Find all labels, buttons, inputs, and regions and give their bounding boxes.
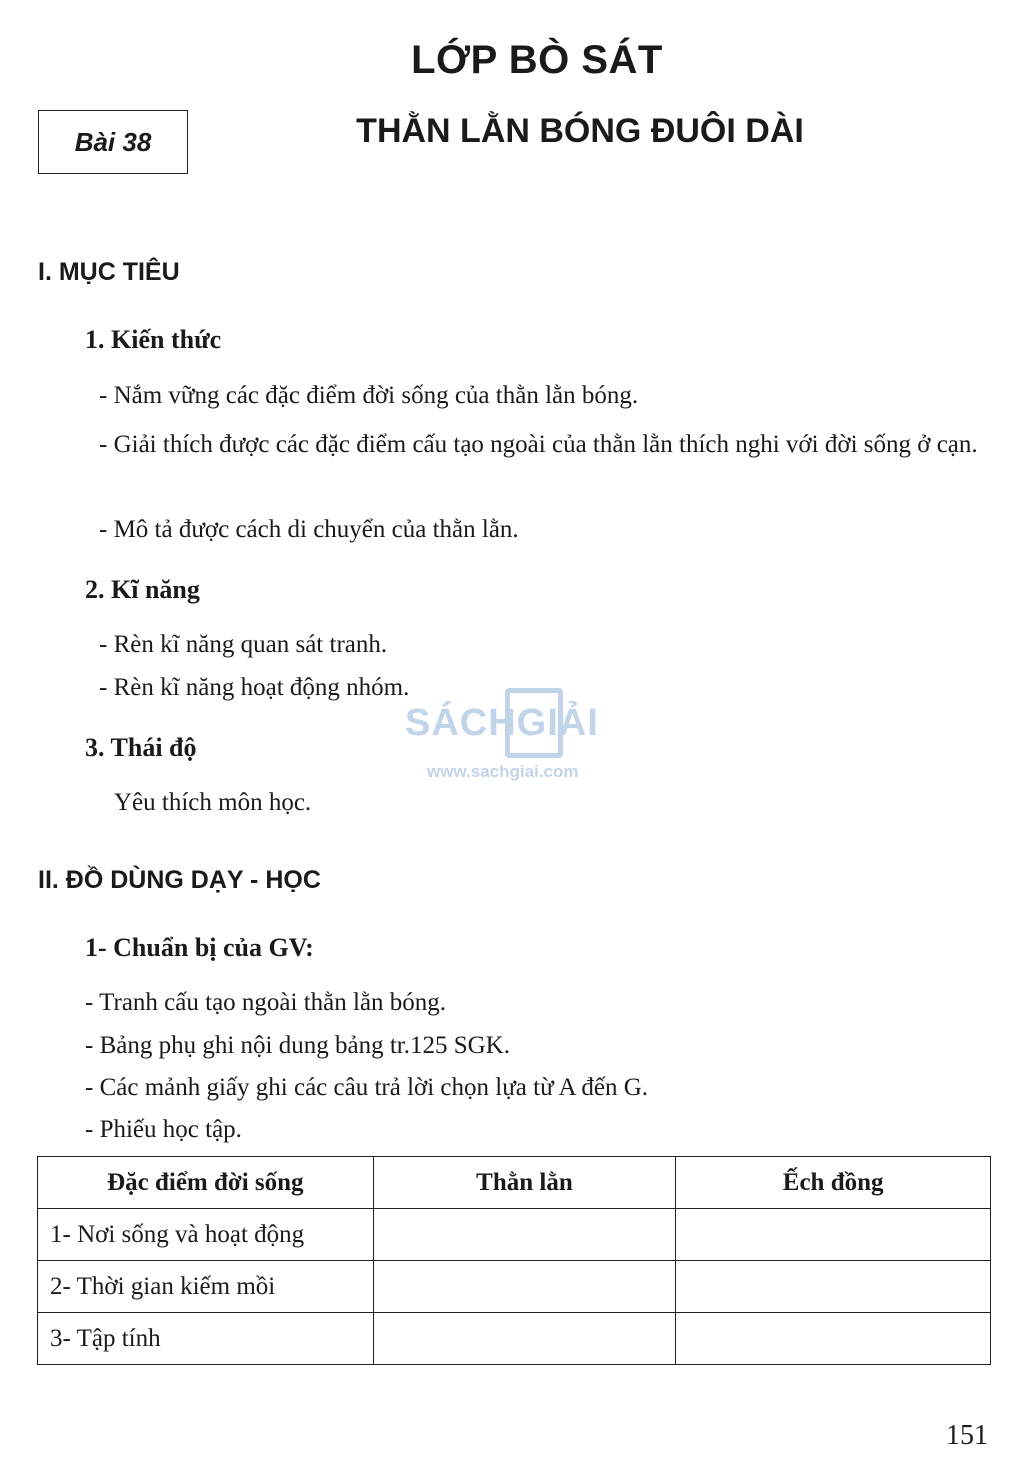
section-heading-objectives: I. MỤC TIÊU	[38, 258, 180, 286]
subheading-teacher-prep: 1- Chuẩn bị của GV:	[85, 933, 314, 962]
table-cell	[373, 1313, 676, 1365]
table-cell	[373, 1209, 676, 1261]
watermark	[405, 688, 620, 788]
prep-item-2: - Bảng phụ ghi nội dung bảng tr.125 SGK.	[85, 1032, 510, 1059]
chapter-title: LỚP BÒ SÁT	[411, 38, 663, 82]
table-header-cell: Ếch đồng	[676, 1157, 991, 1209]
section-heading-materials: II. ĐỒ DÙNG DẠY - HỌC	[38, 866, 321, 894]
worksheet-table	[37, 1156, 991, 1365]
table-header-row	[38, 1157, 991, 1209]
table-cell	[373, 1261, 676, 1313]
skills-item-2: - Rèn kĩ năng hoạt động nhóm.	[99, 674, 410, 701]
knowledge-item-3: - Mô tả được cách di chuyển của thằn lằn.	[99, 516, 519, 543]
table-cell: 2- Thời gian kiếm mồi	[38, 1261, 374, 1313]
table-cell	[676, 1261, 991, 1313]
knowledge-item-2: - Giải thích được các đặc điểm cấu tạo ngoài của thằn lằn thích nghi với đời sống ở cạn.	[99, 431, 978, 458]
prep-item-4: - Phiếu học tập.	[85, 1116, 242, 1143]
table-cell	[676, 1209, 991, 1261]
skills-item-1: - Rèn kĩ năng quan sát tranh.	[99, 631, 388, 658]
subheading-attitude: 3. Thái độ	[85, 733, 197, 762]
table-row	[38, 1261, 991, 1313]
lesson-label-box	[38, 110, 188, 174]
subheading-knowledge: 1. Kiến thức	[85, 325, 222, 354]
table-row	[38, 1313, 991, 1365]
table-cell	[676, 1313, 991, 1365]
table-row	[38, 1209, 991, 1261]
table-header-cell: Thằn lằn	[373, 1157, 676, 1209]
table-cell: 3- Tập tính	[38, 1313, 374, 1365]
knowledge-item-1: - Nắm vững các đặc điểm đời sống của thằn lằn bóng.	[99, 382, 639, 409]
lesson-label: Bài 38	[74, 126, 152, 157]
watermark-brand: SÁCHGIẢI	[405, 702, 599, 744]
prep-item-1: - Tranh cấu tạo ngoài thằn lằn bóng.	[85, 989, 447, 1016]
watermark-url: www.sachgiai.com	[427, 762, 579, 781]
table-header-cell: Đặc điểm đời sống	[38, 1157, 374, 1209]
page-number: 151	[946, 1420, 988, 1451]
subheading-skills: 2. Kĩ năng	[85, 575, 200, 604]
attitude-text: Yêu thích môn học.	[114, 789, 312, 816]
lesson-title: THẰN LẰN BÓNG ĐUÔI DÀI	[356, 112, 804, 150]
table-cell: 1- Nơi sống và hoạt động	[38, 1209, 374, 1261]
prep-item-3: - Các mảnh giấy ghi các câu trả lời chọn lựa từ A đến G.	[85, 1074, 649, 1101]
